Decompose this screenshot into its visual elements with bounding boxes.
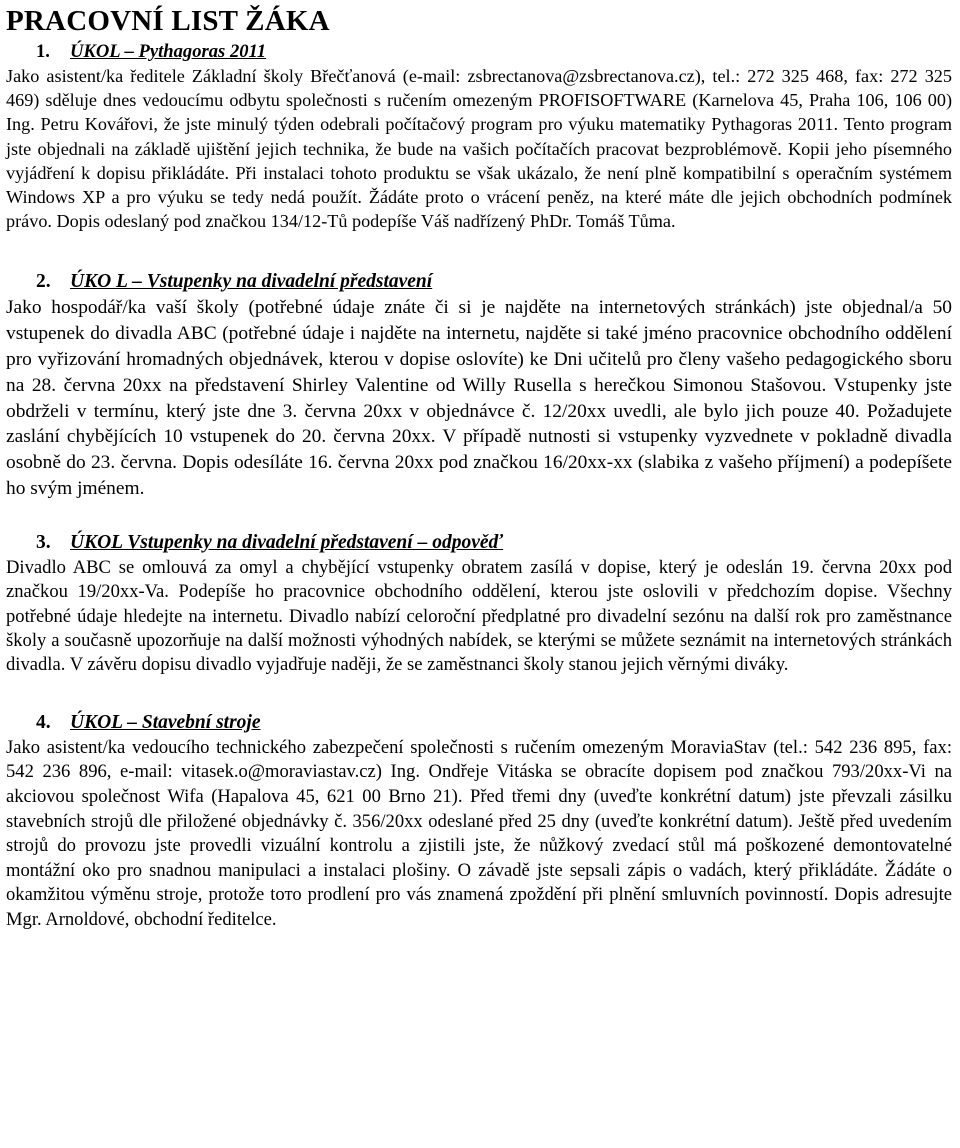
task-2-heading [6, 269, 952, 295]
task-1-heading [6, 40, 952, 64]
task-3-title: ÚKOL Vstupenky na divadelní představení – odpověď [70, 531, 504, 553]
task-3-text: Divadlo ABC se omlouvá za omyl a chybějící vstupenky obratem zasílá v dopise, který je odeslán 19. června 20xx pod značkou 19/20xx-Va. Podepíše ho pracovnice obchodního oddělení, kterou jste oslovili v předchozím dopise. Všechny potřebné údaje hledejte na internetu. Divadlo nabízí celoroční předplatné pro divadelní sezónu na další rok pro zaměstnance školy a současně upozorňuje na další možnosti výhodných nabídek, se kterými se můžete seznámit na internetových stránkách divadla. V závěru dopisu divadlo vyjadřuje naději, že se zaměstnanci školy stanou jejich věrnými diváky. [6, 556, 952, 676]
task-3-heading [6, 530, 952, 556]
task-2-text: Jako hospodář/ka vaší školy (potřebné údaje znáte či si je najděte na internetových stránkách) jste objednal/a 50 vstupenek do divadla ABC (potřebné údaje i najděte na internetu, najděte si také jméno pracovnice obchodního oddělení pro vyřizování hromadných objednávek, kterou v dopise oslovíte) ke Dni učitelů pro členy vašeho pedagogického sboru na 28. června 20xx na představení Shirley Valentine od Willy Rusella s herečkou Simonou Stašovou. Vstupenky jste obdrželi v termínu, který jste dne 3. června 20xx v objednávce č. 12/20xx uvedli, ale bylo jich pouze 40. Požadujete zaslání chybějících 10 vstupenek do 20. června 20xx. V případě nutnosti si vstupenky vyzvednete v pokladně divadla osobně do 23. června. Dopis odesíláte 16. června 20xx pod značkou 16/20xx-xx (slabika z vašeho příjmení) a podepíšete ho svým jménem. [6, 297, 952, 499]
task-4-heading [6, 710, 952, 736]
task-1 [6, 40, 952, 233]
task-2-title: ÚKO L – Vstupenky na divadelní představení [70, 271, 433, 293]
task-2 [6, 269, 952, 501]
task-1-text: Jako asistent/ka ředitele Základní školy Břečťanová (e-mail: zsbrectanova@zsbrectanova.cz), tel.: 272 325 468, fax: 272 325 469) sděluje dnes vedoucímu odbytu společnosti s ručením omezeným PROFISOFTWARE (Karnelova 45, Praha 106, 106 00) Ing. Petru Kovářovi, že jste minulý týden odebrali počítačový program pro výuku matematiky Pythagoras 2011. Tento program jste objednali na základě ujištění jejich technika, že bude na vašich počítačích pracovat bezproblémově. Kopii jeho písemného vyjádření k dopisu přikládáte. Při instalaci tohoto produktu se však ukázalo, že není plně kompatibilní s operačním systémem Windows XP a pro výuku se tedy nedá použít. Žádáte proto o vrácení peněz, na které máte dle jejich obchodních podmínek právo. Dopis odeslaný pod značkou 134/12-Tů podepíše Váš nadřízený PhDr. Tomáš Tůma. [6, 66, 952, 232]
task-4-title: ÚKOL – Stavební stroje [70, 711, 261, 733]
task-3 [6, 530, 952, 678]
task-1-title: ÚKOL – Pythagoras 2011 [70, 41, 267, 62]
task-2-number: 2. [36, 271, 51, 293]
task-4-number: 4. [36, 711, 51, 733]
task-1-number: 1. [36, 41, 50, 62]
task-4 [6, 710, 952, 933]
task-3-number: 3. [36, 531, 51, 553]
task-4-text: Jako asistent/ka vedoucího technického zabezpečení společnosti s ručením omezeným MoraviaStav (tel.: 542 236 895, fax: 542 236 896, e-mail: vitasek.o@moraviastav.cz) Ing. Ondřeje Vitáska se obracíte dopisem pod značkou 793/20xx-Vi na akciovou společnost Wifa (Hapalova 45, 621 00 Brno 21). Před třemi dny (uveďte konkrétní datum) jste převzali zásilku stavebních strojů dle přiložené objednávky č. 356/20xx odeslané před 25 dny (uveďte konkrétní datum). Ještě před uvedením strojů do provozu jste provedli vizuální kontrolu a zjistili jste, že nůžkový zvedací stůl má poškozené demontovatelné montážní oko pro snadnou manipulaci a instalaci plošiny. O závadě jste sepsali zápis o vadách, který přikládáte. Žádáte o okamžitou výměnu stroje, protože tото prodlení pro vás znamená zpoždění při plnění smluvních povinností. Dopis adresujte Mgr. Arnoldové, obchodní ředitelce. [6, 736, 952, 930]
worksheet-page [0, 4, 960, 1148]
page-title: PRACOVNÍ LIST ŽÁKA [6, 5, 330, 37]
